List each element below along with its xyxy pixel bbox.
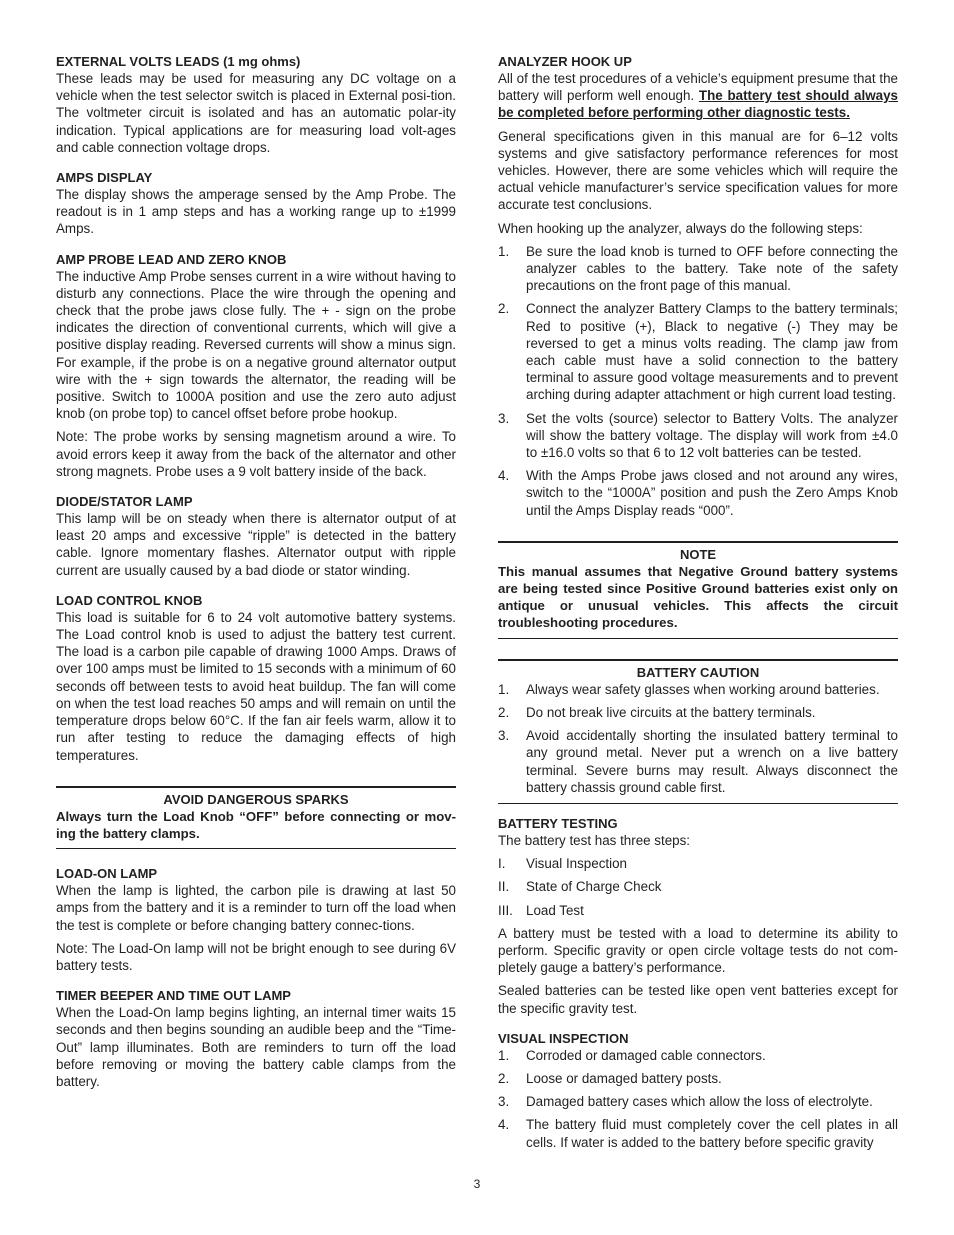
paragraph: These leads may be used for measuring any DC voltage on a vehicle when the test selector switch is placed in External posi-tion. The voltmeter circuit is isolated and has an automatic polar-ity indication. Typical applications are for measuring load volt-ages and cable connection voltage drops. bbox=[56, 71, 456, 155]
list-text: The battery fluid must completely cover the cell plates in all cells. If water is added to the battery before specific gravity bbox=[526, 1117, 898, 1150]
section-heading: LOAD CONTROL KNOB bbox=[56, 592, 203, 608]
section-heading: TIMER BEEPER AND TIME OUT LAMP bbox=[56, 988, 291, 1004]
list-item bbox=[498, 1070, 898, 1087]
battery-test-steps bbox=[498, 855, 898, 919]
list-item bbox=[498, 1047, 898, 1064]
list-number: 1. bbox=[498, 243, 510, 259]
list-text: State of Charge Check bbox=[526, 879, 662, 895]
box-title: AVOID DANGEROUS SPARKS bbox=[163, 791, 349, 807]
list-item bbox=[498, 1116, 898, 1150]
paragraph: The battery test has three steps: bbox=[498, 832, 691, 848]
paragraph: A battery must be tested with a load to determine its ability to perform. Specific gravity or open circle voltage tests do not com-pletely gauge a battery’s performance. bbox=[498, 925, 898, 976]
note-paragraph: Note: The probe works by sensing magnetism around a wire. To avoid errors keep it away from the back of the alternator and other strong magnets. Probe uses a 9 volt battery inside of the back. bbox=[56, 429, 456, 479]
caution-box bbox=[498, 659, 898, 804]
list-text: Corroded or damaged cable connectors. bbox=[526, 1047, 766, 1063]
list-text: Be sure the load knob is turned to OFF before connecting the analyzer cables to the battery. Take note of the safety precautions on the front page of this manual. bbox=[526, 243, 898, 294]
list-number: 2. bbox=[498, 301, 510, 317]
list-text: Load Test bbox=[526, 902, 584, 918]
section-heading: VISUAL INSPECTION bbox=[498, 1030, 629, 1046]
list-item bbox=[498, 1093, 898, 1110]
list-item bbox=[498, 855, 898, 872]
visual-inspection-list bbox=[498, 1047, 898, 1151]
list-number: 2. bbox=[498, 1070, 510, 1086]
box-body: Always turn the Load Knob “OFF” before connecting or mov-ing the battery clamps. bbox=[56, 808, 456, 841]
list-number: 2. bbox=[498, 704, 510, 720]
paragraph: This load is suitable for 6 to 24 volt automotive battery systems. The Load control knob is used to adjust the battery test current. The load is a carbon pile capable of drawing 1000 Amps. Draws of over 100 amps must be limited to 15 seconds with a minimum of 60 seconds off between tests to avoid heat buildup. The fan will come on when the test load reaches 50 amps and will remain on until the temperature drops below 60°C. If the fan air feels warm, allow it to run after testing to reduce the damaging effects of high temperatures. bbox=[56, 609, 456, 763]
paragraph: The display shows the amperage sensed by the Amp Probe. The readout is in 1 amp steps and has a working range up to ±1999 Amps. bbox=[56, 187, 456, 237]
list-item bbox=[498, 243, 898, 295]
list-number: II. bbox=[498, 879, 510, 895]
list-text: Do not break live circuits at the battery terminals. bbox=[526, 704, 816, 720]
text-span: All of the test procedures of a vehicle’s equipment presume that the battery will perform well enough. bbox=[498, 71, 898, 104]
sparks-warning-box bbox=[56, 786, 456, 849]
paragraph: Sealed batteries can be tested like open vent batteries except for the specific gravity test. bbox=[498, 983, 898, 1016]
list-text: Visual Inspection bbox=[526, 856, 627, 872]
section-heading: ANALYZER HOOK UP bbox=[498, 54, 632, 69]
list-item bbox=[498, 681, 898, 698]
box-body: This manual assumes that Negative Ground battery systems are being tested since Positive Ground batteries exist only on antique or unusual vehicles. This affects the circuit troubleshooting procedures. bbox=[498, 563, 898, 631]
list-number: 3. bbox=[498, 410, 510, 426]
section-heading: LOAD-ON LAMP bbox=[56, 866, 158, 882]
hookup-steps-list bbox=[498, 243, 898, 519]
emphasis-text: The battery test should always be completed before performing other diagnostic tests. bbox=[498, 88, 898, 121]
list-number: 1. bbox=[498, 681, 510, 697]
paragraph bbox=[498, 70, 898, 122]
page-number: 3 bbox=[473, 1177, 481, 1191]
paragraph: General specifications given in this manual are for 6–12 volts systems and give satisfactory performance references for most vehicles. However, there are some vehicles which will require the actual vehicle manufacturer’s service specification values for more accurate test conclusions. bbox=[498, 128, 898, 213]
list-item bbox=[498, 902, 898, 919]
section-heading: AMPS DISPLAY bbox=[56, 170, 153, 186]
section-heading: BATTERY TESTING bbox=[498, 815, 618, 831]
list-item bbox=[498, 727, 898, 796]
list-item bbox=[498, 704, 898, 721]
list-text: With the Amps Probe jaws closed and not around any wires, switch to the “1000A” position and push the Zero Amps Knob until the Amps Display reads “000”. bbox=[526, 468, 898, 518]
note-paragraph: Note: The Load-On lamp will not be bright enough to see during 6V battery tests. bbox=[56, 940, 456, 973]
box-title: BATTERY CAUTION bbox=[636, 664, 760, 680]
list-item bbox=[498, 300, 898, 403]
list-item bbox=[498, 410, 898, 462]
list-number: 4. bbox=[498, 468, 510, 484]
paragraph: When the lamp is lighted, the carbon pile is drawing at last 50 amps from the battery and it is a reminder to turn off the load when the test is complete or before changing battery connec-tions. bbox=[56, 883, 456, 933]
list-number: 1. bbox=[498, 1047, 510, 1063]
list-text: Damaged battery cases which allow the loss of electrolyte. bbox=[526, 1094, 873, 1110]
caution-list bbox=[498, 681, 898, 796]
section-heading: AMP PROBE LEAD AND ZERO KNOB bbox=[56, 251, 287, 267]
list-item bbox=[498, 878, 898, 895]
list-number: I. bbox=[498, 856, 506, 872]
left-column bbox=[56, 53, 456, 1090]
paragraph: When the Load-On lamp begins lighting, an internal timer waits 15 seconds and then begins sounding an audible beep and the “Time-Out” lamp illuminates. Both are reminders to turn off the load before removing or moving the battery cable clamps from the battery. bbox=[56, 1005, 456, 1089]
list-number: 4. bbox=[498, 1117, 510, 1133]
list-text: Set the volts (source) selector to Battery Volts. The analyzer will show the battery voltage. The display will work from ±4.0 to ±16.0 volts so that 6 to 12 volt batteries can be tested. bbox=[526, 410, 898, 461]
right-column bbox=[498, 53, 898, 1157]
paragraph: When hooking up the analyzer, always do the following steps: bbox=[498, 220, 863, 236]
list-number: 3. bbox=[498, 1094, 510, 1110]
section-heading: DIODE/STATOR LAMP bbox=[56, 494, 193, 510]
list-text: Loose or damaged battery posts. bbox=[526, 1070, 722, 1086]
paragraph: This lamp will be on steady when there is alternator output of at least 20 amps and excessive “ripple” is detected in the battery cable. Ignore momentary flashes. Alternator output with ripple current are usually caused by a bad diode or stator winding. bbox=[56, 511, 456, 578]
list-number: III. bbox=[498, 902, 513, 918]
note-box bbox=[498, 541, 898, 639]
section-heading: EXTERNAL VOLTS LEADS (1 mg ohms) bbox=[56, 54, 301, 69]
list-number: 3. bbox=[498, 728, 510, 744]
list-text: Connect the analyzer Battery Clamps to the battery terminals; Red to positive (+), Black to negative (-) They may be reversed to get a minus volts reading. The clamp jaw from each cable must have a solid connection to the battery terminal to assure good voltage measurements and to prevent arching during adapter attachment or high current load testing. bbox=[526, 301, 898, 403]
list-item bbox=[498, 467, 898, 519]
list-text: Always wear safety glasses when working around batteries. bbox=[526, 681, 880, 697]
list-text: Avoid accidentally shorting the insulated battery terminal to any ground metal. Never put a wrench on a live battery terminal. Severe burns may result. Always disconnect the battery chassis ground cable first. bbox=[526, 728, 898, 795]
paragraph: The inductive Amp Probe senses current in a wire without having to disturb any connections. Place the wire through the opening and check that the probe jaws close fully. The + - sign on the probe indicates the direction of conventional currents, which will give a positive display reading. Reversed currents will show a minus sign. For example, if the probe is on a negative ground alternator output wire with the + sign towards the alternator, the reading will be positive. Switch to 1000A position and use the zero auto adjust knob (on probe top) to cancel offset before probe hookup. bbox=[56, 268, 456, 422]
box-title: NOTE bbox=[679, 546, 717, 562]
